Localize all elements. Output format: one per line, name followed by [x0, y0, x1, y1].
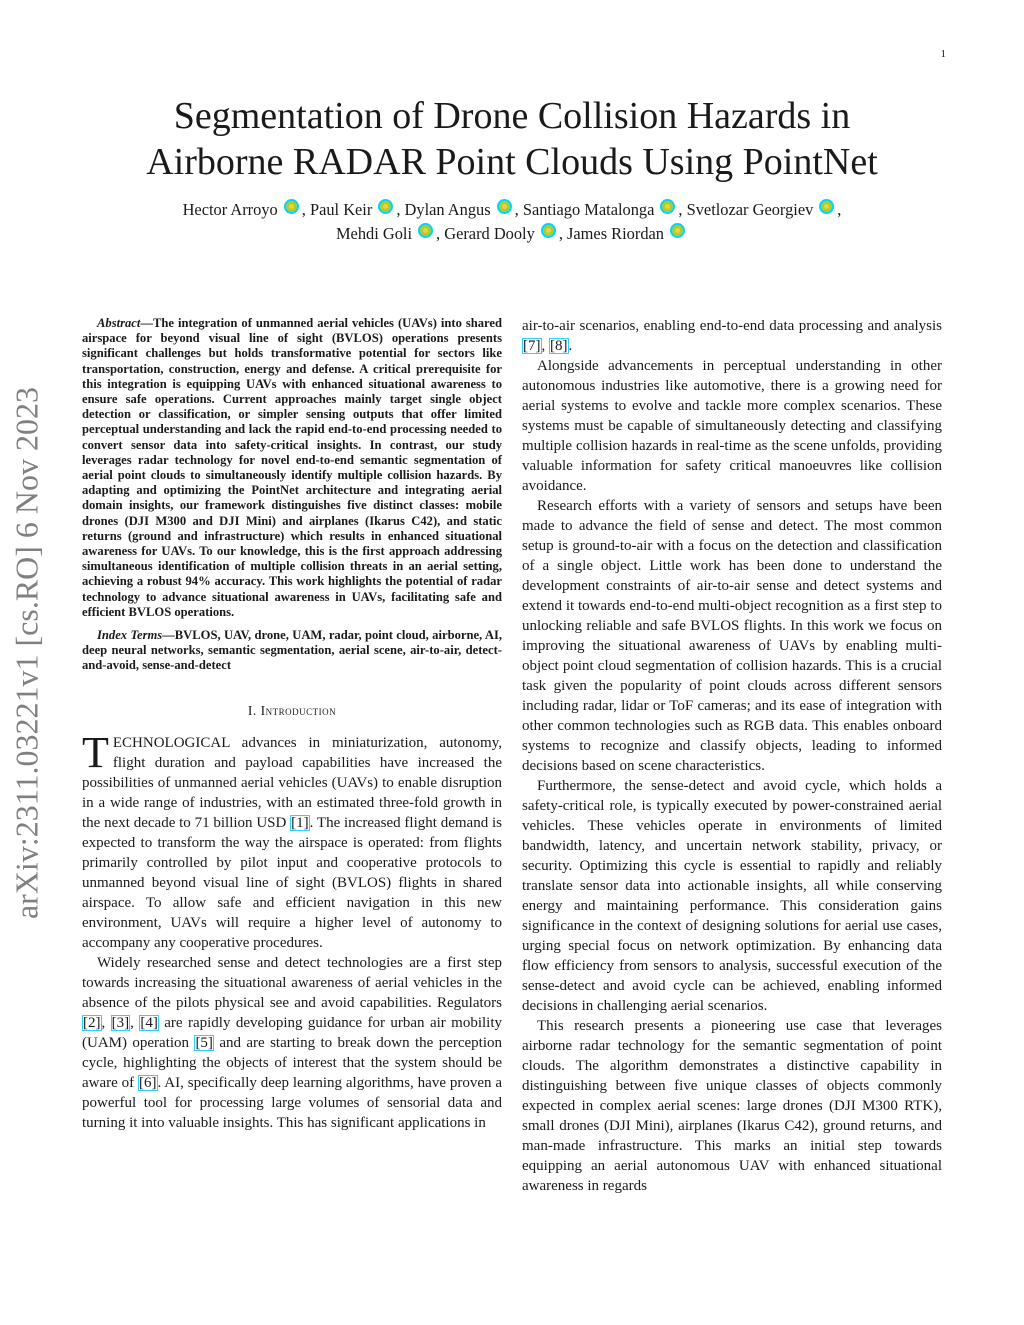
paragraph-intro-4: Research efforts with a variety of sensors and setups have been made to advance the field of sense and detect. The most common setup is ground-to-air with a focus on the detection and classification of a single object. Little work has been done to understand the development constraints of air-to-air sense and detect systems and extend it towards end-to-end multi-object recognition as a first step to unlocking reliable and safe BVLOS flights. In this work we focus on improving the situational awareness of UAVs by enabling multi-object point cloud segmentation of collision hazards. This is a crucial task given the popularity of point clouds across different sensors including radar, lidar or ToF cameras; and its ease of integration with other common technologies such as RGB data. This enables onboard systems to recognize and classify objects, leading to informed decisions based on scene characteristics.	[522, 498, 942, 774]
author-name: Paul Keir	[309, 200, 373, 219]
author-entry: Dylan Angus ,	[404, 200, 519, 219]
author-name: Santiago Matalonga	[522, 200, 655, 219]
citation-link[interactable]: [6]	[139, 1074, 157, 1091]
paragraph-text: ,	[130, 1014, 140, 1031]
paragraph-text: . The increased flight demand is expected to transform the way the airspace is operated: from flights primarily controlled by pilot input and cooperative protocols to unmanned beyond visual line of sight (BVLOS) flights in shared airspace. To allow safe and efficient navigation in this new environment, UAVs will require a higher level of autonomy to accompany any cooperative procedures.	[82, 814, 502, 951]
paragraph-text: ,	[541, 338, 549, 354]
citation-link[interactable]: [4]	[140, 1014, 158, 1031]
paragraph-text: ,	[101, 1014, 111, 1031]
orcid-icon[interactable]	[497, 199, 512, 214]
arxiv-identifier-text: arXiv:2311.03221v1 [cs.RO] 6 Nov 2023	[8, 386, 45, 920]
paper-title	[0, 93, 1024, 185]
orcid-icon[interactable]	[418, 223, 433, 238]
abstract-separator: —	[140, 316, 153, 330]
author-entry: Mehdi Goli ,	[335, 224, 441, 243]
author-entry: Gerard Dooly ,	[444, 224, 563, 243]
paper-title-line-2: Airborne RADAR Point Clouds Using PointNet	[146, 141, 878, 183]
paragraph-text: . AI, specifically deep learning algorithms, have proven a powerful tool for processing large volumes of sensorial data and turning it into valuable insights. This has significant applications in	[82, 1074, 502, 1131]
orcid-icon[interactable]	[284, 199, 299, 214]
author-name: Svetlozar Georgiev	[686, 200, 814, 219]
abstract-text: The integration of unmanned aerial vehicles (UAVs) into shared airspace for beyond visual line of sight (BVLOS) operations presents significant challenges but holds transformative potential for sectors like transportation, construction, energy and defense. A critical prerequisite for this integration is equipping UAVs with enhanced situational awareness to ensure safe operations. Current approaches mainly target single object detection or classification, or simpler sensing outputs that offer limited perceptual understanding and lack the rapid end-to-end processing needed to convert sensor data into safety-critical insights. In contrast, our study leverages radar technology for novel end-to-end semantic segmentation of aerial point clouds to simultaneously identify multiple collision hazards. By adapting and optimizing the PointNet architecture and integrating aerial domain insights, our framework distinguishes five distinct classes: mobile drones (DJI M300 and DJI Mini) and airplanes (Ikarus C42), and static returns (ground and infrastructure) which results in enhanced situational awareness for UAVs. To our knowledge, this is the first approach addressing simultaneous identification of multiple collision threats in an aerial setting, achieving a robust 94% accuracy. This work highlights the potential of radar technology to advance situational awareness in UAVs, facilitating safe and efficient BVLOS operations.	[82, 316, 502, 619]
paragraph-text: air-to-air scenarios, enabling end-to-end data processing and analysis	[522, 318, 942, 334]
index-terms-text: BVLOS, UAV, drone, UAM, radar, point cloud, airborne, AI, deep neural networks, semantic segmentation, aerial scene, air-to-air, detect-and-avoid, sense-and-detect	[82, 628, 502, 673]
paragraph-intro-2-continued	[522, 316, 942, 356]
index-terms-label: Index Terms	[97, 628, 163, 643]
paragraph-text: and are starting to break down the perception cycle, highlighting the objects of interest that the system should be aware of	[82, 1034, 502, 1091]
citation-link[interactable]: [5]	[195, 1034, 213, 1051]
arxiv-identifier-stamp	[6, 352, 48, 954]
paragraph-text: .	[568, 338, 573, 354]
index-terms	[82, 628, 502, 674]
author-entry: Hector Arroyo ,	[182, 200, 306, 219]
left-column	[82, 316, 502, 1133]
author-entry	[567, 224, 688, 243]
orcid-icon[interactable]	[378, 199, 393, 214]
citation-link[interactable]: [3]	[111, 1014, 130, 1031]
author-name: Mehdi Goli	[335, 224, 413, 243]
section-number: I.	[247, 702, 257, 718]
right-column	[522, 316, 942, 1196]
author-name: Hector Arroyo	[182, 200, 278, 219]
author-name: Gerard Dooly	[444, 224, 535, 243]
page-number: 1	[940, 48, 946, 60]
author-name: Dylan Angus	[404, 200, 491, 219]
author-entry: Santiago Matalonga ,	[522, 200, 683, 219]
section-heading-introduction	[82, 703, 502, 719]
orcid-icon[interactable]	[541, 223, 556, 238]
author-name: James Riordan	[567, 224, 664, 243]
section-title: Introduction	[260, 702, 337, 718]
paragraph-intro-2	[82, 953, 502, 1133]
paragraph-intro-1	[82, 727, 502, 953]
paragraph-text: Widely researched sense and detect technologies are a first step towards increasing the situational awareness of aerial vehicles in the absence of the pilots physical see and avoid capabilities. Regulators	[82, 954, 502, 1011]
citation-link[interactable]: [2]	[83, 1014, 101, 1031]
paragraph-intro-5: Furthermore, the sense-detect and avoid cycle, which holds a safety-critical role, is typically executed by power-constrained aerial vehicles. These vehicles operate in environments of limited bandwidth, latency, and uncertain network stability, privacy, or security. Optimizing this cycle is essential to rapidly and reliably translate sensor data into actionable insights, all while conserving energy and maintaining performance. This consideration gains significance in the context of designing solutions for aerial use cases, urging special focus on network optimization. By enhancing data flow efficiency from sensors to analysis, successful execution of the sense-detect and avoid cycle can be achieved, enabling informed decisions in challenging aerial scenarios.	[522, 778, 942, 1014]
citation-link[interactable]: [8]	[550, 338, 568, 354]
author-entry: Svetlozar Georgiev ,	[686, 200, 842, 219]
paragraph-intro-6: This research presents a pioneering use case that leverages airborne radar technology for the semantic segmentation of point clouds. The algorithm demonstrates a distinctive capability in distinguishing between five unique classes of objects commonly expected in complex aerial scenes: large drones (DJI M300 RTK), small drones (DJI Mini), airplanes (Ikarus C42), ground returns, and man-made infrastructure. This marks an initial step towards equipping an aerial autonomous UAV with enhanced situational awareness in regards	[522, 1018, 942, 1194]
author-entry: Paul Keir ,	[309, 200, 401, 219]
citation-link[interactable]: [7]	[523, 338, 541, 354]
orcid-icon[interactable]	[660, 199, 675, 214]
paragraph-text: are rapidly developing guidance for urban air mobility (UAM) operation	[82, 1014, 503, 1051]
author-list	[0, 198, 1024, 246]
paragraph-intro-3: Alongside advancements in perceptual understanding in other autonomous industries like automotive, there is a growing need for aerial systems to evolve and tackle more complex scenarios. These systems must be capable of simultaneously detecting and classifying multiple collision hazards in real-time as the scene unfolds, providing valuable information for safety critical manoeuvres like collision avoidance.	[522, 358, 942, 494]
dropcap-letter: T	[82, 727, 109, 777]
orcid-icon[interactable]	[819, 199, 834, 214]
paper-title-line-1: Segmentation of Drone Collision Hazards in	[173, 95, 851, 137]
orcid-icon[interactable]	[670, 223, 685, 238]
abstract	[82, 316, 502, 620]
index-terms-separator: —	[162, 628, 175, 643]
citation-link[interactable]: [1]	[291, 814, 309, 831]
abstract-label: Abstract	[97, 316, 141, 330]
paragraph-text: ECHNOLOGICAL advances in miniaturization, autonomy, flight duration and payload capabilities have increased the possibilities of unmanned aerial vehicles (UAVs) to enable disruption in a wide range of industries, with an estimated three-fold growth in the next decade to 71 billion USD	[82, 734, 502, 831]
